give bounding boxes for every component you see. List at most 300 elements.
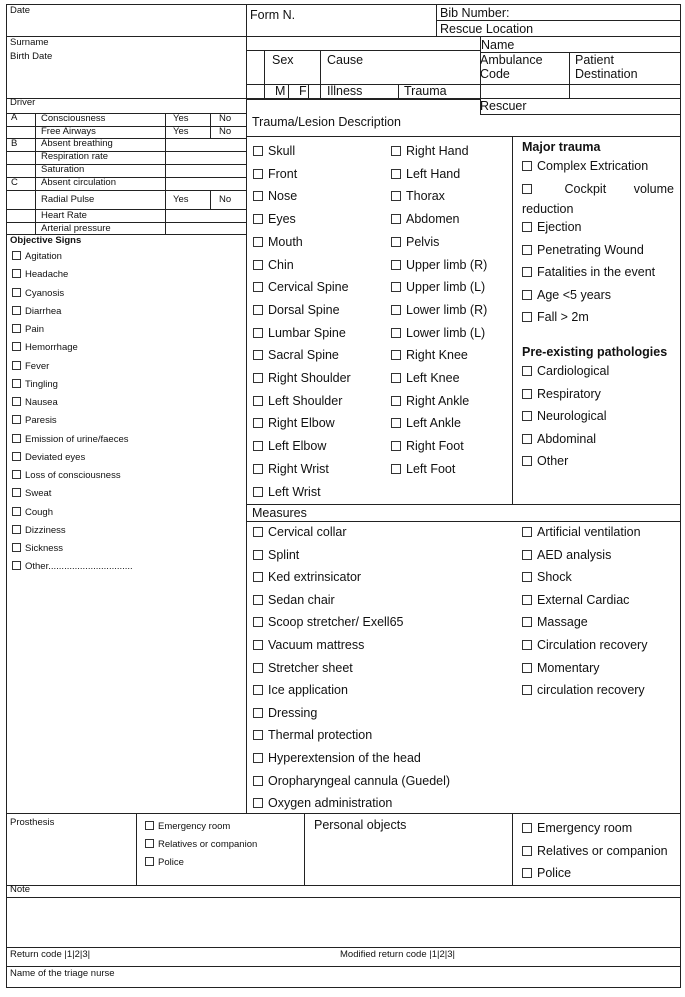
sex-m-option[interactable]: M [275, 84, 286, 98]
measure-item[interactable] [253, 526, 347, 539]
checkbox-icon [12, 543, 21, 552]
pre-existing-item-label: Respiratory [537, 386, 601, 401]
measure-item[interactable] [522, 616, 588, 629]
checkbox-icon [391, 418, 401, 428]
measure-item-label: Massage [537, 615, 588, 630]
objective-sign-item-label: Hemorrhage [25, 342, 78, 354]
personal-objects-option[interactable] [522, 845, 668, 858]
checkbox-icon [522, 617, 532, 627]
objective-sign-item[interactable] [12, 306, 61, 317]
checkbox-icon [391, 169, 401, 179]
checkbox-icon [253, 776, 263, 786]
checkbox-icon [253, 753, 263, 763]
trauma-lesion-item-label: Dorsal Spine [268, 302, 340, 317]
trauma-lesion-item[interactable] [391, 349, 468, 362]
objective-sign-item[interactable] [12, 488, 51, 499]
grid-line [304, 813, 305, 885]
trauma-lesion-item[interactable] [253, 486, 321, 499]
objective-sign-item[interactable] [12, 361, 49, 372]
trauma-lesion-item-label: Thorax [406, 189, 445, 204]
measure-item[interactable] [253, 775, 450, 788]
measure-item-label: Momentary [537, 660, 600, 675]
date-label: Date [10, 5, 31, 16]
major-trauma-item-label: Age <5 years [537, 287, 612, 302]
trauma-lesion-item-label: Left Wrist [268, 484, 321, 499]
checkbox-icon [145, 839, 154, 848]
abc-b-label: B [11, 138, 18, 149]
checkbox-icon [391, 260, 401, 270]
objective-signs-title: Objective Signs [10, 235, 82, 246]
radial-pulse-label: Radial Pulse [41, 194, 95, 205]
personal-objects-option-label: Emergency room [537, 821, 633, 835]
grid-line [6, 885, 681, 886]
measure-item[interactable] [253, 594, 335, 607]
trauma-lesion-item-label: Mouth [268, 234, 303, 249]
trauma-lesion-item-label: Right Foot [406, 439, 464, 454]
free-airways-yes[interactable]: Yes [173, 126, 189, 137]
sex-f-option[interactable]: F [299, 84, 307, 98]
measure-item[interactable] [522, 684, 645, 697]
objective-sign-item[interactable] [12, 288, 64, 299]
major-trauma-item[interactable] [522, 266, 655, 279]
trauma-lesion-item-label: Left Elbow [268, 439, 327, 454]
trauma-lesion-item[interactable] [391, 281, 485, 294]
measure-item-label: Ice application [268, 683, 348, 698]
checkbox-icon [522, 550, 532, 560]
measure-item[interactable] [522, 639, 647, 652]
grid-line [288, 84, 289, 99]
objective-sign-item-label: Cough [25, 506, 53, 518]
ambulance-code-label-2: Code [480, 67, 510, 81]
trauma-lesion-item[interactable] [391, 304, 487, 317]
measure-item[interactable] [522, 571, 572, 584]
modified-return-code-label: Modified return code |1|2|3| [340, 949, 455, 960]
trauma-lesion-item[interactable] [391, 168, 460, 181]
checkbox-icon [253, 396, 263, 406]
form-number-label: Form N. [250, 8, 296, 22]
grid-line [6, 36, 681, 37]
objective-sign-item-label: Deviated eyes [25, 451, 86, 463]
measure-item[interactable] [522, 526, 641, 539]
prosthesis-option-label: Relatives or companion [158, 839, 258, 850]
measure-item[interactable] [253, 616, 404, 629]
measure-item-label: External Cardiac [537, 592, 630, 607]
trauma-lesion-item-label: Upper limb (R) [406, 257, 488, 272]
measure-item[interactable] [253, 639, 364, 652]
checkbox-icon [522, 868, 532, 878]
measure-item-label: circulation recovery [537, 683, 645, 698]
measure-item-label: Circulation recovery [537, 638, 648, 652]
trauma-lesion-item[interactable] [253, 281, 349, 294]
checkbox-icon [391, 146, 401, 156]
trauma-lesion-item-label: Eyes [268, 212, 296, 227]
checkbox-icon [522, 267, 532, 277]
pre-existing-item[interactable] [522, 388, 601, 401]
absent-circulation-label: Absent circulation [41, 177, 116, 188]
free-airways-no[interactable]: No [219, 126, 232, 137]
trauma-lesion-item[interactable] [391, 372, 460, 385]
major-trauma-title: Major trauma [522, 140, 601, 154]
trauma-lesion-item[interactable] [253, 463, 329, 476]
checkbox-icon [253, 282, 263, 292]
grid-line [210, 113, 211, 138]
trauma-lesion-item[interactable] [253, 395, 342, 408]
arterial-pressure-label: Arterial pressure [41, 223, 111, 234]
patient-destination-label-1: Patient [575, 53, 614, 67]
name-label: Name [481, 38, 515, 52]
objective-sign-item-label: Cyanosis [25, 287, 65, 299]
checkbox-icon [522, 366, 532, 376]
checkbox-icon [12, 434, 21, 443]
radial-pulse-no[interactable]: No [219, 194, 232, 205]
major-trauma-item[interactable] [522, 311, 589, 324]
grid-line [246, 136, 681, 137]
objective-sign-item[interactable] [12, 525, 66, 536]
objective-sign-item-label: Sweat [25, 488, 52, 500]
measure-item-label: Splint [268, 547, 300, 562]
checkbox-icon [12, 342, 21, 351]
measures-title: Measures [252, 506, 307, 520]
measure-item-label: Oropharyngeal cannula (Guedel) [268, 773, 451, 788]
cockpit-word: Cockpit [564, 182, 607, 196]
measure-item[interactable] [253, 797, 392, 810]
measure-item[interactable] [253, 684, 348, 697]
grid-line [246, 99, 480, 100]
objective-sign-item[interactable] [12, 342, 78, 353]
trauma-lesion-item[interactable] [391, 417, 461, 430]
major-trauma-item-label: Fall > 2m [537, 310, 589, 325]
trauma-lesion-item-label: Right Wrist [268, 461, 329, 476]
objective-sign-item[interactable] [12, 561, 133, 572]
grid-line [246, 521, 681, 522]
checkbox-icon [253, 487, 263, 497]
pre-existing-item-label: Neurological [537, 409, 607, 424]
trauma-lesion-item[interactable] [253, 304, 340, 317]
note-label: Note [10, 884, 31, 895]
rescue-form [6, 4, 681, 988]
checkbox-icon [253, 464, 263, 474]
trauma-lesion-item[interactable] [391, 395, 469, 408]
measure-item[interactable] [253, 752, 421, 765]
measure-item[interactable] [253, 571, 361, 584]
patient-destination-label-2: Destination [575, 67, 638, 81]
checkbox-icon [12, 470, 21, 479]
checkbox-icon [253, 640, 263, 650]
sex-label: Sex [272, 53, 294, 67]
trauma-lesion-item-label: Right Ankle [406, 393, 470, 408]
personal-objects-option-label: Relatives or companion [537, 843, 668, 858]
triage-nurse-label: Name of the triage nurse [10, 968, 115, 979]
trauma-lesion-item-label: Abdomen [406, 212, 460, 227]
measure-item[interactable] [253, 707, 317, 720]
trauma-lesion-item[interactable] [391, 213, 460, 226]
birth-date-label: Birth Date [10, 51, 53, 62]
prosthesis-option-label: Police [158, 857, 184, 868]
checkbox-icon [253, 441, 263, 451]
return-code-label: Return code |1|2|3| [10, 949, 91, 960]
measure-item-label: Artificial ventilation [537, 525, 641, 539]
surname-label: Surname [10, 37, 49, 48]
trauma-lesion-item-label: Nose [268, 189, 298, 204]
measure-item[interactable] [253, 549, 299, 562]
checkbox-icon [12, 525, 21, 534]
measure-item-label: Dressing [268, 705, 318, 720]
trauma-lesion-item[interactable] [253, 349, 339, 362]
checkbox-icon [522, 595, 532, 605]
checkbox-icon [522, 222, 532, 232]
trauma-lesion-item[interactable] [253, 327, 346, 340]
checkbox-icon [522, 846, 532, 856]
checkbox-icon [12, 324, 21, 333]
trauma-lesion-item[interactable] [253, 190, 297, 203]
major-trauma-item[interactable] [522, 221, 581, 234]
pre-existing-item[interactable] [522, 433, 596, 446]
major-trauma-item-label: Fatalities in the event [537, 265, 656, 280]
measure-item[interactable] [253, 662, 353, 675]
grid-line [246, 99, 247, 813]
consciousness-no[interactable]: No [219, 113, 232, 124]
pre-existing-item[interactable] [522, 455, 568, 468]
ambulance-code-label-1: Ambulance [480, 53, 543, 67]
trauma-lesion-item-label: Front [268, 166, 298, 181]
grid-line [246, 50, 480, 51]
objective-sign-item-label: Emission of urine/faeces [25, 433, 129, 445]
objective-sign-item[interactable] [12, 415, 57, 426]
pre-existing-title: Pre-existing pathologies [522, 345, 668, 359]
checkbox-icon [253, 708, 263, 718]
objective-sign-item[interactable] [12, 379, 58, 390]
checkbox-icon [253, 730, 263, 740]
checkbox-icon [12, 415, 21, 424]
major-trauma-item-label: Ejection [537, 220, 582, 234]
checkbox-icon [12, 488, 21, 497]
personal-objects-option[interactable] [522, 867, 571, 880]
checkbox-icon [253, 305, 263, 315]
checkbox-icon [522, 685, 532, 695]
rescue-location-label: Rescue Location [440, 22, 534, 36]
trauma-lesion-item[interactable] [253, 440, 326, 453]
trauma-lesion-item-label: Cervical Spine [268, 280, 349, 295]
trauma-lesion-item-label: Left Hand [406, 166, 461, 181]
checkbox-icon [522, 184, 532, 194]
measure-item-label: AED analysis [537, 547, 612, 562]
measure-item[interactable] [522, 549, 611, 562]
measure-item-label: Stretcher sheet [268, 660, 353, 675]
objective-sign-item[interactable] [12, 543, 63, 554]
measure-item[interactable] [522, 662, 600, 675]
illness-option[interactable]: Illness [327, 84, 363, 98]
radial-pulse-yes[interactable]: Yes [173, 194, 189, 205]
objective-sign-item[interactable] [12, 397, 58, 408]
grid-line [512, 136, 513, 504]
prosthesis-option[interactable] [145, 839, 257, 850]
objective-sign-item[interactable] [12, 470, 121, 481]
trauma-lesion-item-label: Right Shoulder [268, 371, 351, 385]
checkbox-icon [145, 821, 154, 830]
objective-sign-item-label: Headache [25, 269, 69, 281]
checkbox-icon [12, 397, 21, 406]
grid-line [436, 4, 437, 36]
trauma-lesion-item[interactable] [253, 417, 335, 430]
checkbox-icon [522, 823, 532, 833]
objective-sign-item[interactable] [12, 251, 62, 262]
trauma-lesion-item[interactable] [253, 168, 297, 181]
measure-item-label: Thermal protection [268, 728, 373, 743]
grid-line [35, 113, 36, 234]
objective-sign-item-label: Fever [25, 360, 50, 372]
abc-c-label: C [11, 177, 18, 188]
checkbox-icon [253, 550, 263, 560]
trauma-lesion-item[interactable] [391, 463, 455, 476]
checkbox-icon [12, 251, 21, 260]
checkbox-icon [391, 350, 401, 360]
objective-sign-item[interactable] [12, 434, 129, 445]
grid-line [246, 504, 681, 505]
grid-line [308, 84, 309, 99]
grid-line [210, 190, 211, 209]
heart-rate-label: Heart Rate [41, 210, 87, 221]
grid-line [398, 84, 399, 99]
trauma-lesion-item[interactable] [391, 259, 487, 272]
trauma-lesion-item-label: Left Shoulder [268, 393, 343, 408]
checkbox-icon [253, 328, 263, 338]
checkbox-icon [145, 857, 154, 866]
rescuer-label: Rescuer [480, 99, 527, 113]
checkbox-icon [522, 527, 532, 537]
measure-item-label: Sedan chair [268, 592, 335, 607]
checkbox-icon [522, 434, 532, 444]
grid-line [6, 966, 681, 967]
consciousness-yes[interactable]: Yes [173, 113, 189, 124]
checkbox-icon [253, 595, 263, 605]
checkbox-icon [391, 237, 401, 247]
trauma-lesion-item[interactable] [391, 440, 464, 453]
checkbox-icon [253, 663, 263, 673]
trauma-lesion-item-label: Sacral Spine [268, 348, 339, 363]
trauma-lesion-item-label: Lumbar Spine [268, 325, 346, 340]
measure-item[interactable] [253, 729, 372, 742]
checkbox-icon [522, 411, 532, 421]
trauma-lesion-item-label: Right Hand [406, 144, 469, 158]
personal-objects-option-label: Police [537, 866, 572, 881]
prosthesis-option[interactable] [145, 857, 184, 868]
trauma-lesion-item-label: Left Ankle [406, 416, 461, 431]
volume-word: volume [633, 182, 674, 196]
checkbox-icon [12, 561, 21, 570]
objective-sign-item-label: Tingling [25, 378, 58, 390]
pre-existing-item-label: Cardiological [537, 364, 610, 378]
checkbox-icon [253, 798, 263, 808]
personal-objects-label: Personal objects [314, 818, 407, 832]
checkbox-icon [12, 288, 21, 297]
pre-existing-item[interactable] [522, 410, 606, 423]
grid-line [246, 84, 681, 85]
complex-extrication-label: Complex Extrication [537, 159, 649, 173]
checkbox-icon [522, 312, 532, 322]
saturation-label: Saturation [41, 164, 85, 175]
objective-sign-item[interactable] [12, 507, 53, 518]
respiration-rate-label: Respiration rate [41, 151, 109, 162]
trauma-lesion-item[interactable] [253, 145, 295, 158]
consciousness-label: Consciousness [41, 113, 106, 124]
major-trauma-item[interactable] [522, 160, 648, 173]
grid-line [320, 50, 321, 98]
trauma-lesion-item-label: Lower limb (R) [406, 302, 488, 317]
checkbox-icon [12, 379, 21, 388]
trauma-lesion-item-label: Chin [268, 257, 294, 272]
pre-existing-item-label: Other [537, 454, 569, 469]
trauma-lesion-item-label: Right Knee [406, 348, 468, 363]
grid-line [136, 813, 137, 885]
objective-sign-item-label: Dizziness [25, 524, 66, 536]
objective-sign-item[interactable] [12, 452, 85, 463]
trauma-lesion-item[interactable] [253, 259, 294, 272]
trauma-lesion-item-label: Left Knee [406, 371, 460, 385]
objective-sign-item-label: Pain [25, 324, 45, 335]
grid-line [6, 987, 681, 988]
trauma-option[interactable]: Trauma [404, 84, 447, 98]
trauma-lesion-item[interactable] [391, 145, 469, 158]
trauma-lesion-item[interactable] [391, 236, 439, 249]
checkbox-icon [391, 396, 401, 406]
checkbox-icon [253, 617, 263, 627]
grid-line [436, 20, 681, 21]
objective-sign-item-label: Diarrhea [25, 305, 62, 317]
abc-a-label: A [11, 112, 18, 123]
prosthesis-option[interactable] [145, 821, 230, 832]
trauma-lesion-item[interactable] [253, 372, 351, 385]
pre-existing-item[interactable] [522, 365, 609, 378]
grid-line [6, 4, 681, 5]
major-trauma-item[interactable] [522, 244, 644, 257]
grid-line [569, 52, 570, 98]
grid-line [680, 4, 681, 988]
trauma-lesion-item-label: Skull [268, 144, 296, 158]
personal-objects-option[interactable] [522, 822, 632, 835]
checkbox-icon [253, 260, 263, 270]
grid-line [165, 113, 166, 234]
cause-label: Cause [327, 53, 364, 67]
measure-item[interactable] [522, 594, 629, 607]
objective-sign-item[interactable] [12, 269, 68, 280]
trauma-lesion-item[interactable] [391, 190, 445, 203]
trauma-lesion-item[interactable] [253, 236, 303, 249]
checkbox-icon [253, 214, 263, 224]
major-trauma-item[interactable] [522, 289, 611, 302]
checkbox-icon [391, 373, 401, 383]
grid-line [264, 50, 265, 98]
trauma-lesion-item[interactable] [391, 327, 485, 340]
grid-line [246, 4, 247, 98]
checkbox-icon [12, 269, 21, 278]
driver-label: Driver [10, 97, 36, 108]
measure-item-label: Vacuum mattress [268, 638, 365, 652]
grid-line [6, 947, 681, 948]
trauma-lesion-item-label: Pelvis [406, 234, 440, 249]
checkbox-icon [522, 161, 532, 171]
prosthesis-label: Prosthesis [10, 817, 55, 828]
absent-breathing-label: Absent breathing [41, 138, 113, 149]
objective-sign-item[interactable] [12, 324, 44, 335]
trauma-lesion-item[interactable] [253, 213, 296, 226]
prosthesis-option-label: Emergency room [158, 821, 231, 832]
objective-sign-item-label: Paresis [25, 415, 57, 427]
measure-item-label: Oxygen administration [268, 796, 393, 811]
checkbox-icon [253, 169, 263, 179]
measure-item-label: Shock [537, 570, 572, 585]
major-trauma-item[interactable] [522, 183, 674, 196]
checkbox-icon [253, 191, 263, 201]
